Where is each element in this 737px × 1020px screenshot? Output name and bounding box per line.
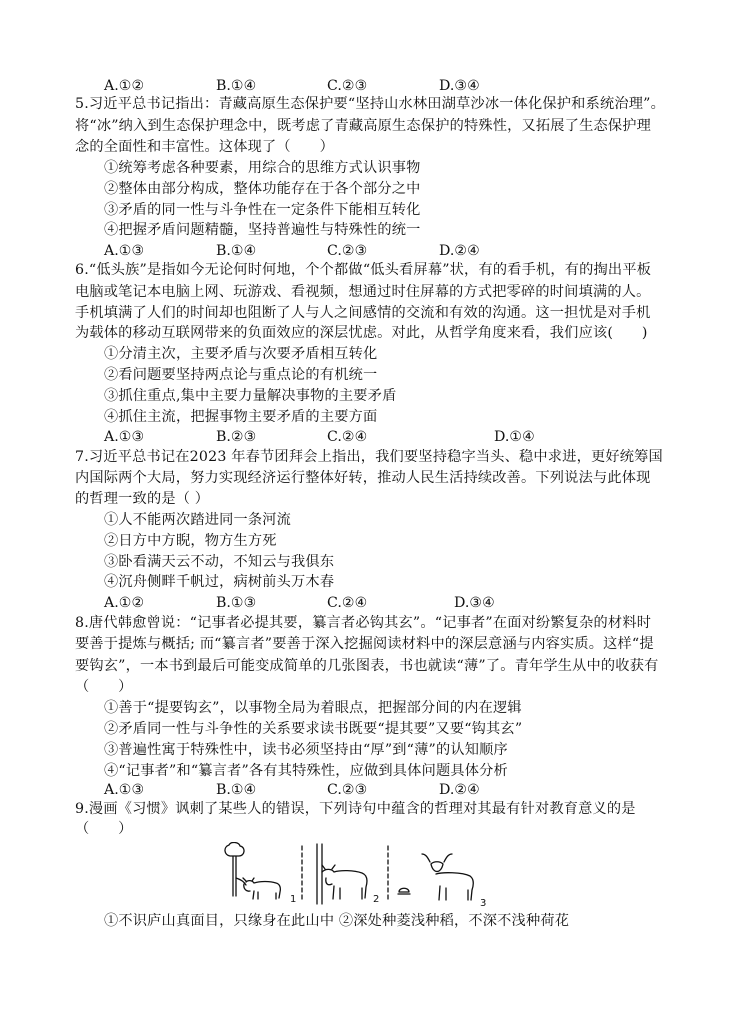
- q5-item-1: ①统筹考虑各种要素，用综合的思维方式认识事物: [104, 160, 421, 176]
- tree-icon: [225, 842, 244, 896]
- q4-option-c: C.②③: [327, 78, 368, 94]
- q6-stem-line-4: 为载体的移动互联网带来的负面效应的深层忧虑。对此，从哲学角度来看，我们应该( ): [75, 325, 648, 341]
- cartoon-panel-1: [225, 842, 296, 905]
- q7-stem-line-2: 内国际两个大局，努力实现经济运行整体好转，推动人民生活持续改善。下列说法与此体现: [75, 470, 651, 486]
- panel-3-label: 3: [480, 898, 487, 909]
- panel-2-label: 2: [373, 894, 380, 905]
- q7-option-c: C.②④: [327, 595, 368, 611]
- cartoon-panel-3: [398, 854, 486, 909]
- q8-item-2: ②矛盾同一性与斗争性的关系要求读书既要“提其要”又要“钩其玄”: [104, 721, 523, 737]
- q9-stem-line-2: （ ）: [75, 821, 133, 837]
- q7-item-3: ③卧看满天云不动，不知云与我俱东: [104, 554, 335, 570]
- q7-item-2: ②日方中方睨，物方生方死: [104, 533, 277, 549]
- q6-option-b: B.②③: [216, 429, 257, 445]
- q6-item-2: ②看问题要坚持两点论与重点论的有机统一: [104, 367, 378, 383]
- q8-stem-line-4: （ ）: [75, 679, 133, 695]
- q5-stem-line-1: 5.习近平总书记指出：青藏高原生态保护要“坚持山水林田湖草沙冰一体化保护和系统治理”。: [75, 96, 665, 112]
- q6-item-1: ①分清主次，主要矛盾与次要矛盾相互转化: [104, 346, 378, 362]
- q4-option-b: B.①④: [216, 78, 257, 94]
- q7-stem-line-3: 的哲理一致的是（ ）: [75, 491, 210, 507]
- q6-stem-line-1: 6.“低头族”是指如今无论何时何地，个个都做“低头看屏幕”状，有的看手机，有的掏出平板: [75, 262, 652, 278]
- habit-cartoon: [222, 842, 522, 910]
- q6-option-c: C.②④: [327, 429, 368, 445]
- q8-option-b: B.①④: [216, 782, 257, 798]
- q6-item-3: ③抓住重点,集中主要力量解决事物的主要矛盾: [104, 388, 397, 404]
- q8-stem-line-2: 要善于提炼与概括; 而“纂言者”要善于深入挖掘阅读材料中的深层意涵与内容实质。这样“提: [75, 636, 654, 652]
- q8-option-a: A.①③: [104, 782, 145, 798]
- cow-icon: [243, 878, 280, 899]
- q5-stem-line-2: 将“冰”纳入到生态保护理念中，既考虑了青藏高原生态保护的特殊性，又拓展了生态保护理: [75, 118, 652, 134]
- q5-option-a: A.①③: [104, 243, 145, 259]
- q6-item-4: ④抓住主流，把握事物主要矛盾的主要方面: [104, 409, 378, 425]
- panel-1-label: 1: [290, 894, 297, 905]
- q4-option-a: A.①②: [104, 78, 145, 94]
- cow-icon: [422, 854, 473, 900]
- q7-item-1: ①人不能两次踏进同一条河流: [104, 512, 292, 528]
- q9-items-line: ①不识庐山真面目，只缘身在此山中 ②深处种菱浅种稻，不深不浅种荷花: [104, 913, 570, 929]
- q6-option-d: D.①④: [494, 429, 535, 445]
- cartoon-panel-2: [317, 844, 379, 905]
- q5-item-2: ②整体由部分构成，整体功能存在于各个部分之中: [104, 181, 421, 197]
- q5-item-3: ③矛盾的同一性与斗争性在一定条件下能相互转化: [104, 202, 421, 218]
- q6-option-a: A.①③: [104, 429, 145, 445]
- q7-option-a: A.①②: [104, 595, 145, 611]
- q5-item-4: ④把握矛盾问题精髓，坚持普遍性与特殊性的统一: [104, 222, 421, 238]
- q8-stem-line-1: 8.唐代韩愈曾说：“记事者必提其要，纂言者必钩其玄”。“记事者”在面对纷繁复杂的材料时: [75, 615, 652, 631]
- q8-item-3: ③普遍性寓于特殊性中，读书必须坚持由“厚”到“薄”的认知顺序: [104, 742, 508, 758]
- q8-option-c: C.②③: [327, 782, 368, 798]
- q9-stem-line-1: 9.漫画《习惯》讽刺了某些人的错误，下列诗句中蕴含的哲理对其最有针对教育意义的是: [75, 801, 636, 817]
- q6-stem-line-2: 电脑或笔记本电脑上网、玩游戏、看视频，想通过时住屏幕的方式把零碎的时间填满的人。: [75, 284, 651, 300]
- q8-item-4: ④“记事者”和“纂言者”各有其特殊性，应做到具体问题具体分析: [104, 763, 508, 779]
- q5-option-b: B.①④: [216, 243, 257, 259]
- q8-item-1: ①善于“提要钩玄”，以事物全局为着眼点，把握部分间的内在逻辑: [104, 700, 522, 716]
- q5-stem-line-3: 念的全面性和丰富性。这体现了（ ）: [75, 139, 334, 155]
- q7-item-4: ④沉舟侧畔千帆过，病树前头万木春: [104, 574, 335, 590]
- q4-option-d: D.③④: [439, 78, 480, 94]
- q8-stem-line-3: 要钩玄”，一本书到最后可能变成简单的几张图表，书也就读“薄”了。青年学生从中的收获有: [75, 658, 659, 674]
- q6-stem-line-3: 手机填满了人们的时间却也阻断了人与人之间感情的交流和有效的沟通。这一担忧是对手机: [75, 305, 651, 321]
- cow-icon: [322, 865, 367, 899]
- q7-option-d: D.③④: [454, 595, 495, 611]
- q5-option-d: D.②④: [439, 243, 480, 259]
- q5-option-c: C.②③: [327, 243, 368, 259]
- stump-icon: [398, 888, 410, 894]
- q7-option-b: B.①③: [216, 595, 257, 611]
- q7-stem-line-1: 7.习近平总书记在2023 年春节团拜会上指出，我们要坚持稳字当头、稳中求进，更好统筹国: [75, 449, 663, 465]
- post-icon: [317, 844, 322, 904]
- q8-option-d: D.②④: [439, 782, 480, 798]
